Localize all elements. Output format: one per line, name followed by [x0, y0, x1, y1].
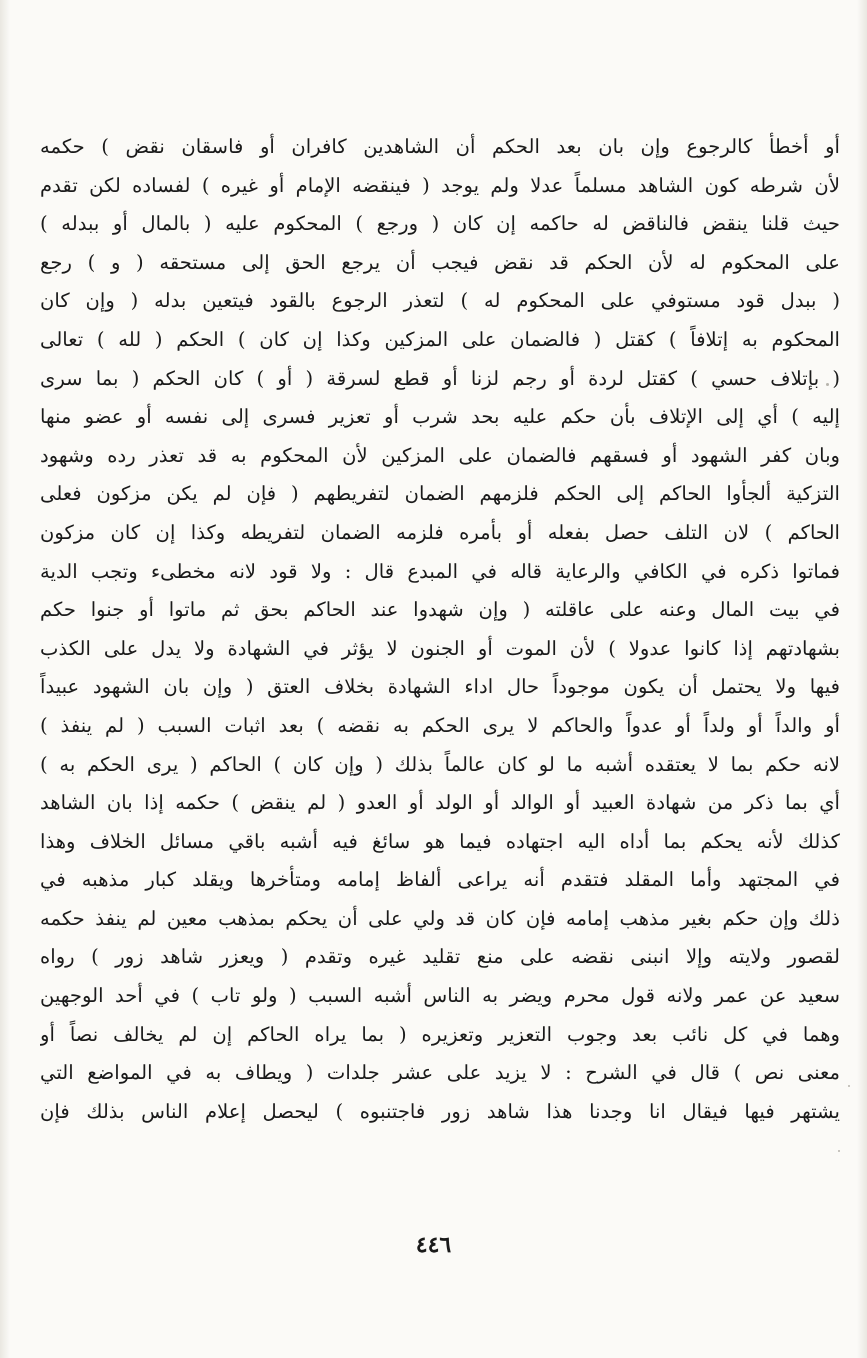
text-line: أو أخطأ كالرجوع وإن بان بعد الحكم أن الشاهدين كافران أو فاسقان نقض ) حكمه	[40, 135, 840, 158]
text-line: فماتوا ذكره في الكافي والرعاية قاله في المبدع قال : ولا قود لانه مخطىء وتجب الدية	[40, 559, 840, 583]
text-line: حيث قلنا ينقض فالناقض له حاكمه إن كان ( ورجع ) المحكوم عليه ( بالمال أو ببدله )	[40, 212, 840, 236]
text-line: المحكوم به إتلافاً ) كقتل ( فالضمان على المزكين وكذا إن كان ) الحكم ( لله ) تعالى	[40, 327, 840, 351]
text-line: التزكية ألجأوا الحاكم إلى الحكم فلزمهم الضمان لتفريطهم ( فإن لم يكن مزكون فعلى	[40, 482, 840, 506]
text-line: أو والداً أو ولداً أو عدواً والحاكم لا يرى الحكم به نقضه ) بعد اثبات السبب ( لم ينفذ )	[40, 713, 840, 737]
text-line: ذلك وإن حكم بغير مذهب إمامه فإن كان قد ولي على أن يحكم بمذهب معين لم ينفذ حكمه	[40, 906, 840, 930]
text-line: فيها ولا يحتمل أن يكون موجوداً حال اداء الشهادة بخلاف العتق ( وإن بان الشهود عبيداً	[40, 675, 840, 699]
text-line: في بيت المال وعنه على عاقلته ( وإن شهدوا عند الحاكم بحق ثم ماتوا أو جنوا حكم	[40, 598, 840, 622]
text-line: الحاكم ) لان التلف حصل بفعله أو بأمره فلزمه الضمان لتفريطه وكذا إن كان مزكون	[40, 520, 840, 544]
scan-speck	[838, 1150, 840, 1152]
text-line: يشتهر فيها فيقال انا وجدنا هذا شاهد زور فاجتنبوه ) ليحصل إعلام الناس بذلك فإن	[40, 1099, 840, 1123]
text-line: على المحكوم له لأن الحكم قد نقض فيجب أن يرجع الحق إلى مستحقه ( و ) رجع	[40, 250, 840, 274]
text-line: وهما في كل نائب بعد وجوب التعزير وتعزيره ( بما يراه الحاكم إن لم يخالف نصاً أو	[40, 1022, 840, 1046]
text-line: لقصور ولايته وإلا انبنى نقضه على منع تقليد غيره وتقدم ( ويعزر شاهد زور ) رواه	[40, 945, 840, 969]
text-line: لانه حكم بما لا يعتقده أشبه ما لو كان عالماً بذلك ( وإن كان ) الحاكم ( يرى الحكم به )	[40, 752, 840, 776]
text-line: لأن شرطه كون الشاهد مسلماً عدلا ولم يوجد ( فينقضه الإمام أو غيره ) لفساده لكن تقدم	[40, 173, 840, 197]
scan-shadow-left	[0, 0, 10, 1358]
page-number: ٤٤٦	[415, 1232, 452, 1258]
text-line: بشهادتهم إذا كانوا عدولا ) لأن الموت أو الجنون لا يؤثر في الشهادة ولا يدل على الكذب	[40, 636, 840, 660]
text-line: أي بما ذكر من شهادة العبيد أو الوالد أو الولد أو العدو ( لم ينقض ) حكمه إذا بان الشاهد	[40, 791, 840, 815]
text-line: إليه ) أي إلى الإتلاف بأن حكم عليه بحد شرب أو تعزير فسرى إلى نفسه أو عضو منها	[40, 405, 840, 429]
scan-shadow-right	[857, 0, 867, 1358]
text-line: في المجتهد وأما المقلد فتقدم أنه يراعى ألفاظ إمامه ومتأخرها ويقلد كبار مذهبه في	[40, 868, 840, 892]
text-line: ( ببدل قود مستوفي على المحكوم له ) لتعذر الرجوع بالقود فيتعين بدله ( وإن كان	[40, 289, 840, 313]
text-line: سعيد عن عمر ولانه قول محرم ويضر به الناس أشبه السبب ( ولو تاب ) في أحد الوجهين	[40, 984, 840, 1008]
text-line: معنى نص ) قال في الشرح : لا يزيد على عشر جلدات ( ويطاف به في المواضع التي	[40, 1061, 840, 1085]
body-text	[40, 128, 840, 1131]
scan-speck	[848, 1085, 850, 1087]
text-line: ( بإتلاف حسي ) كقتل لردة أو رجم لزنا أو قطع لسرقة ( أو ) كان الحكم ( بما سرى	[40, 366, 840, 390]
text-line: كذلك لأنه يحكم بما أداه اليه اجتهاده فيما هو سائغ فيه أشبه باقي مسائل الخلاف وهذا	[40, 829, 840, 853]
text-line: وبان كفر الشهود أو فسقهم فالضمان على المزكين لأن المحكوم به قد تعذر رده وشهود	[40, 443, 840, 467]
